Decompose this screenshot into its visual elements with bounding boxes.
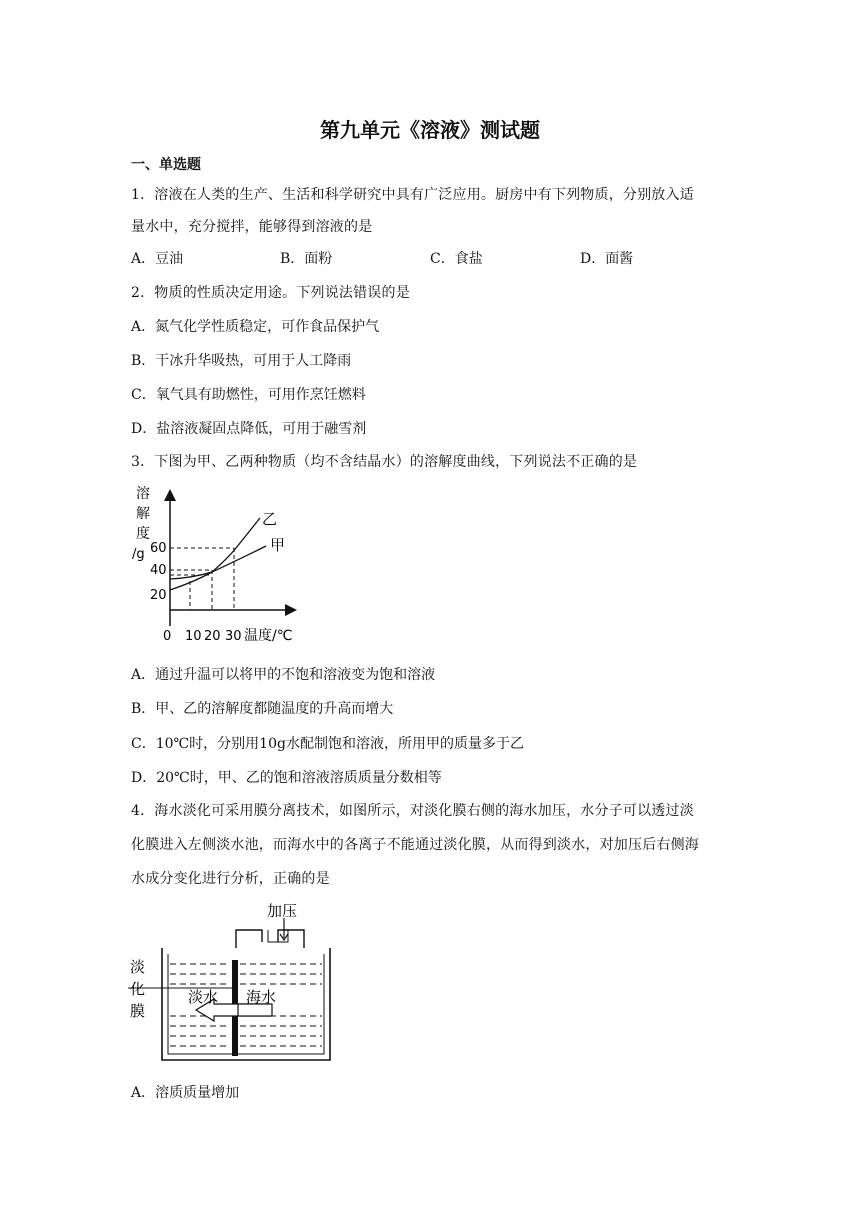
solubility-graph (128, 482, 308, 650)
curve-jia (170, 546, 266, 579)
curve-yi (170, 518, 260, 590)
curve-yi-label: 乙 (262, 510, 278, 528)
ytick-60: 60 (150, 541, 167, 556)
q1-option-a: A．豆油 (131, 251, 184, 267)
q3-option-d: D．20℃时，甲、乙的饱和溶液溶质质量分数相等 (131, 770, 442, 786)
ylabel-char-3: 度 (136, 526, 150, 542)
q2-option-b: B．干冰升华吸热，可用于人工降雨 (131, 353, 352, 369)
page-title: 第九单元《溶液》测试题 (320, 118, 540, 142)
ylabel-char-1: 溶 (136, 486, 150, 502)
q1-option-d: D．面酱 (580, 251, 634, 267)
q4-option-a: A．溶质质量增加 (131, 1085, 240, 1101)
q2-option-a: A．氮气化学性质稳定，可作食品保护气 (131, 319, 380, 335)
ylabel-char-4: /g (132, 547, 145, 562)
membrane-label-3: 膜 (130, 1002, 146, 1020)
q3-option-c: C．10℃时，分别用10g水配制饱和溶液，所用甲的质量多于乙 (131, 736, 524, 752)
ytick-20: 20 (150, 588, 167, 603)
membrane-label-2: 化 (130, 980, 146, 998)
q2-stem: 2．物质的性质决定用途。下列说法错误的是 (131, 285, 410, 301)
q1-option-b: B．面粉 (280, 251, 333, 267)
xtick-30: 30 (225, 629, 242, 644)
q4-stem-line1: 4．海水淡化可采用膜分离技术，如图所示，对淡化膜右侧的海水加压，水分子可以透过淡 (131, 803, 694, 819)
fresh-water-label: 淡水 (188, 988, 219, 1006)
q1-stem-line1: 1．溶液在人类的生产、生活和科学研究中具有广泛应用。厨房中有下列物质，分别放入适 (131, 187, 694, 203)
xlabel: 温度/℃ (244, 628, 293, 644)
xtick-10: 10 (185, 629, 202, 644)
q2-option-d: D．盐溶液凝固点降低，可用于融雪剂 (131, 421, 367, 437)
ytick-40: 40 (150, 563, 167, 578)
q1-option-c: C．食盐 (430, 251, 483, 267)
curve-jia-label: 甲 (270, 536, 286, 554)
desalination-figure (126, 898, 336, 1066)
q1-stem-line2: 量水中，充分搅拌，能够得到溶液的是 (131, 219, 373, 235)
section-heading: 一、单选题 (131, 157, 201, 173)
sea-water-label: 海水 (246, 988, 277, 1006)
q3-option-a: A．通过升温可以将甲的不饱和溶液变为饱和溶液 (131, 667, 436, 683)
membrane-label-1: 淡 (130, 958, 146, 976)
xtick-0: 0 (163, 629, 172, 644)
xtick-20: 20 (204, 629, 221, 644)
dashed-guides (170, 548, 234, 610)
q3-option-b: B．甲、乙的溶解度都随温度的升高而增大 (131, 701, 394, 717)
q4-stem-line3: 水成分变化进行分析，正确的是 (131, 871, 330, 887)
ylabel-char-2: 解 (136, 506, 150, 522)
q2-option-c: C．氧气具有助燃性，可用作烹饪燃料 (131, 387, 366, 403)
pressure-label: 加压 (267, 902, 298, 920)
q3-stem: 3．下图为甲、乙两种物质（均不含结晶水）的溶解度曲线，下列说法不正确的是 (131, 454, 638, 470)
pressure-column (236, 930, 304, 948)
q4-stem-line2: 化膜进入左侧淡水池，而海水中的各离子不能通过淡化膜，从而得到淡水，对加压后右侧海 (131, 837, 699, 853)
